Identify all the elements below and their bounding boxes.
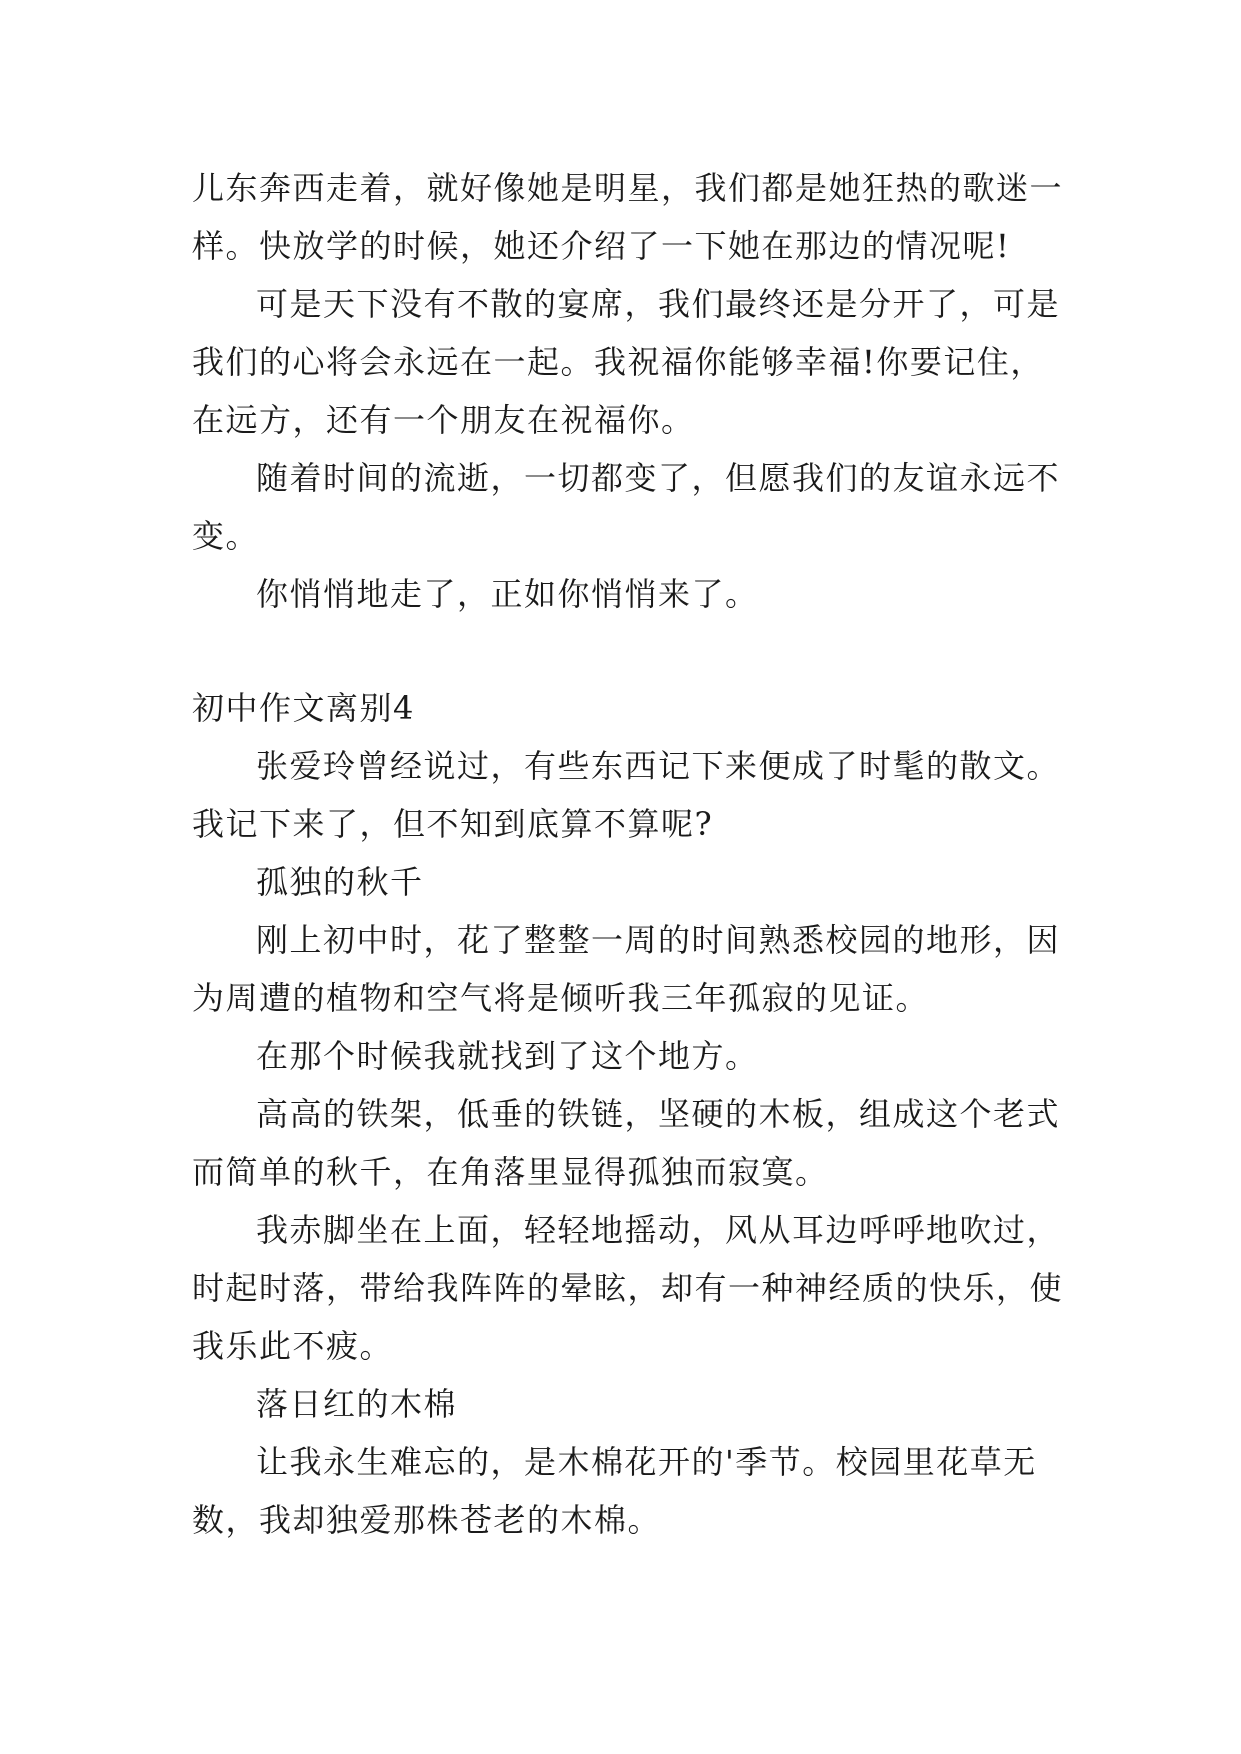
- paragraph-start: 高高的铁架，低垂的铁链，坚硬的木板，组成这个老式: [256, 1095, 1061, 1133]
- paragraph-start: 你悄悄地走了，正如你悄悄来了。: [256, 575, 759, 613]
- text-line: 我记下来了，但不知到底算不算呢?: [192, 805, 714, 843]
- text-line: 样。快放学的时候，她还介绍了一下她在那边的情况呢!: [192, 227, 1011, 265]
- section-heading: 初中作文离别4: [192, 689, 415, 727]
- text-line: 时起时落，带给我阵阵的晕眩，却有一种神经质的快乐，使: [192, 1269, 1064, 1307]
- paragraph-start: 让我永生难忘的，是木棉花开的'季节。校园里花草无: [256, 1443, 1037, 1481]
- paragraph-start: 张爱玲曾经说过，有些东西记下来便成了时髦的散文。: [256, 747, 1061, 785]
- text-line: 儿东奔西走着，就好像她是明星，我们都是她狂热的歌迷一: [192, 169, 1064, 207]
- paragraph-start: 可是天下没有不散的宴席，我们最终还是分开了，可是: [256, 285, 1061, 323]
- text-line: 为周遭的植物和空气将是倾听我三年孤寂的见证。: [192, 979, 930, 1017]
- paragraph-start: 在那个时候我就找到了这个地方。: [256, 1037, 759, 1075]
- text-line: 我们的心将会永远在一起。我祝福你能够幸福!你要记住，: [192, 343, 1044, 381]
- text-line: 我乐此不疲。: [192, 1327, 394, 1365]
- subheading: 落日红的木棉: [256, 1385, 458, 1423]
- paragraph-start: 刚上初中时，花了整整一周的时间熟悉校园的地形，因: [256, 921, 1061, 959]
- text-line: 数，我却独爱那株苍老的木棉。: [192, 1501, 662, 1539]
- paragraph-start: 随着时间的流逝，一切都变了，但愿我们的友谊永远不: [256, 459, 1061, 497]
- text-line: 而简单的秋千，在角落里显得孤独而寂寞。: [192, 1153, 829, 1191]
- subheading: 孤独的秋千: [256, 863, 424, 901]
- text-line: 在远方，还有一个朋友在祝福你。: [192, 401, 695, 439]
- paragraph-start: 我赤脚坐在上面，轻轻地摇动，风从耳边呼呼地吹过，: [256, 1211, 1061, 1249]
- text-line: 变。: [192, 517, 260, 555]
